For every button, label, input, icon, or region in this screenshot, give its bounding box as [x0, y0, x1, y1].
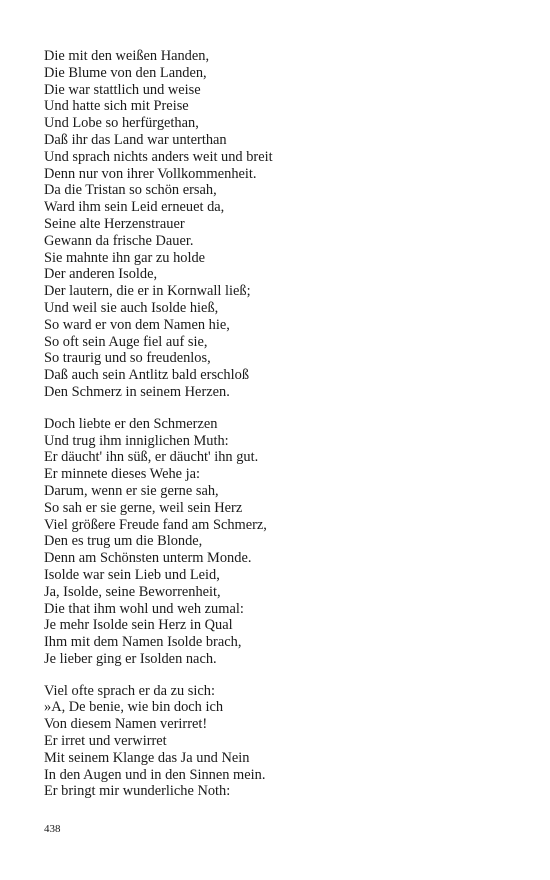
verse-line: Und hatte sich mit Preise [44, 98, 189, 115]
verse-line: Viel größere Freude fand am Schmerz, [44, 516, 267, 533]
verse-line: Der lautern, die er in Kornwall ließ; [44, 283, 251, 300]
poem-text [44, 48, 524, 815]
verse-line: So sah er sie gerne, weil sein Herz [44, 499, 243, 516]
verse-line: Und weil sie auch Isolde hieß, [44, 299, 219, 316]
verse-line: Und trug ihm inniglichen Muth: [44, 432, 229, 449]
verse-line: Denn nur von ihrer Vollkommenheit. [44, 165, 257, 182]
verse-line: Ja, Isolde, seine Beworrenheit, [44, 583, 221, 600]
verse-line: Er däucht' ihn süß, er däucht' ihn gut. [44, 449, 259, 466]
verse-line: Sie mahnte ihn gar zu holde [44, 249, 206, 266]
verse-line: Den Schmerz in seinem Herzen. [44, 383, 230, 400]
verse-line: Denn am Schönsten unterm Monde. [44, 550, 252, 567]
verse-line: Gewann da frische Dauer. [44, 232, 194, 249]
verse-line: Ihm mit dem Namen Isolde brach, [44, 634, 242, 651]
verse-line: So oft sein Auge fiel auf sie, [44, 333, 208, 350]
verse-line: So traurig und so freudenlos, [44, 350, 211, 367]
verse-line: »A, De benie, wie bin doch ich [44, 699, 224, 716]
verse-line: Mit seinem Klange das Ja und Nein [44, 749, 250, 766]
verse-line: Er minnete dieses Wehe ja: [44, 466, 201, 483]
stanza-2 [44, 416, 524, 668]
verse-line: Je lieber ging er Isolden nach. [44, 650, 217, 667]
verse-line: Die mit den weißen Handen, [44, 48, 210, 64]
verse-line: So ward er von dem Namen hie, [44, 316, 230, 333]
verse-line: Die war stattlich und weise [44, 81, 201, 98]
verse-line: Der anderen Isolde, [44, 266, 158, 283]
page-number: 438 [44, 823, 61, 835]
verse-line: Isolde war sein Lieb und Leid, [44, 566, 220, 583]
verse-line: Daß auch sein Antlitz bald erschloß [44, 367, 250, 384]
verse-line: Je mehr Isolde sein Herz in Qual [44, 617, 233, 634]
verse-line: Die that ihm wohl und weh zumal: [44, 600, 244, 617]
verse-line: Er bringt mir wunderliche Noth: [44, 783, 231, 800]
verse-line: Ward ihm sein Leid erneuet da, [44, 199, 225, 216]
stanza-1 [44, 48, 524, 401]
verse-line: Von diesem Namen verirret! [44, 716, 208, 733]
verse-line: Viel ofte sprach er da zu sich: [44, 682, 215, 699]
verse-line: Doch liebte er den Schmerzen [44, 415, 218, 432]
verse-line: Darum, wenn er sie gerne sah, [44, 482, 219, 499]
verse-line: Die Blume von den Landen, [44, 64, 207, 81]
verse-line: Und sprach nichts anders weit und breit [44, 148, 273, 165]
verse-line: Daß ihr das Land war unterthan [44, 131, 227, 148]
verse-line: Den es trug um die Blonde, [44, 533, 203, 550]
verse-line: Und Lobe so herfürgethan, [44, 115, 199, 132]
stanza-3 [44, 683, 524, 801]
verse-line: Seine alte Herzenstrauer [44, 215, 185, 232]
verse-line: Er irret und verwirret [44, 733, 167, 750]
verse-line: In den Augen und in den Sinnen mein. [44, 766, 266, 783]
verse-line: Da die Tristan so schön ersah, [44, 182, 217, 199]
